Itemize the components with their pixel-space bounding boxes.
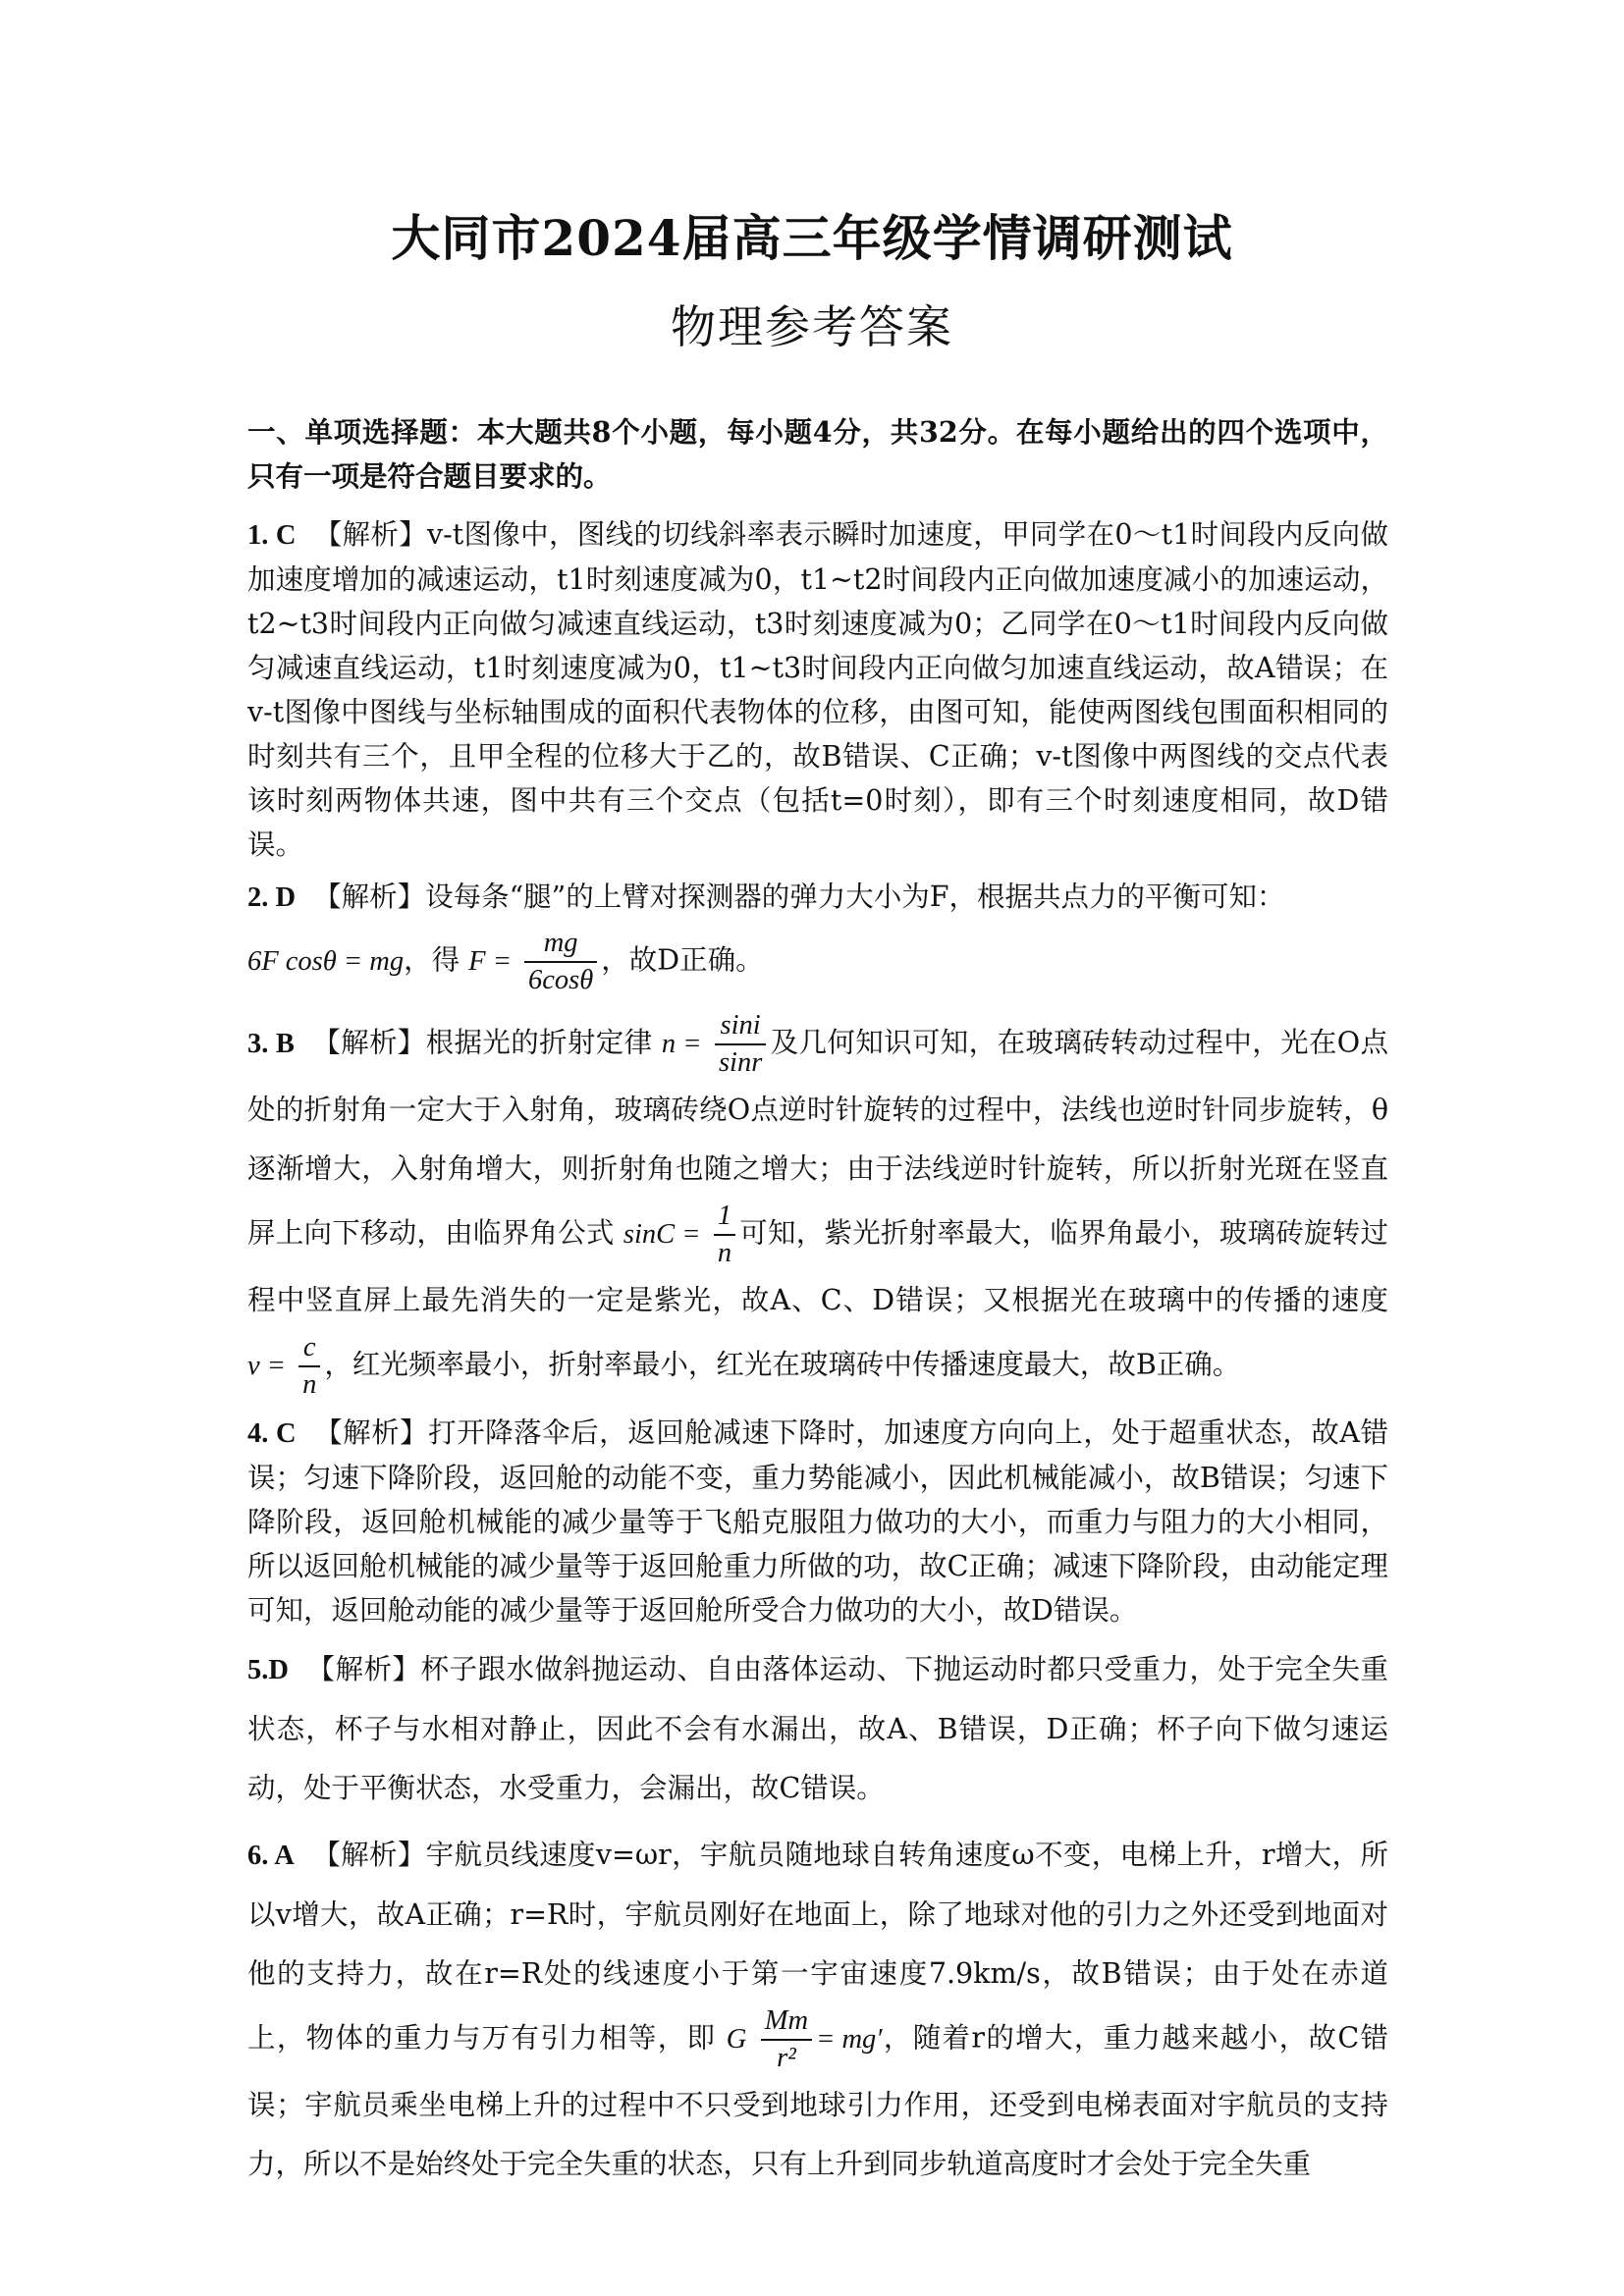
answer-label: 4. C xyxy=(247,1418,297,1449)
fraction-denominator: 6cosθ xyxy=(528,965,594,995)
equation-tail: ，故D正确。 xyxy=(601,943,764,977)
explanation-text: 【解析】根据光的折射定律 xyxy=(311,1026,653,1059)
gravity-result: = mg′ xyxy=(816,2023,883,2055)
fraction-denominator: n xyxy=(717,1238,732,1268)
question-1 xyxy=(247,512,1388,867)
explanation-text: ，随着r的增大，重力越来越小，故C错误；宇航员乘坐电梯上升的过程中不只受到地球引力作用，还受到电梯表面对宇航员的支持力，所以不是始终处于完全失重的状态，只有上升到同步轨道高度时才会处于完全失重 xyxy=(247,2021,1389,2180)
fraction-numerator: c xyxy=(298,1330,320,1367)
equation-line xyxy=(247,926,1388,998)
document-subtitle: 物理参考答案 xyxy=(671,300,953,353)
explanation-text: 【解析】打开降落伞后，返回舱减速下降时，加速度方向向上，处于超重状态，故A错误；匀速下降阶段，返回舱的动能不变，重力势能减小，因此机械能减小，故B错误；匀速下降阶段，返回舱机械能的减少量等于飞船克服阻力做功的大小，而重力与阻力的大小相同，所以返回舱机械能的减少量等于返回舱重力所做的功，故C正确；减速下降阶段，由动能定理可知，返回舱动能的减少量等于返回舱所受合力做功的大小，故D错误。 xyxy=(247,1416,1388,1627)
question-4 xyxy=(247,1411,1388,1632)
fraction-numerator: mg xyxy=(524,926,597,963)
answer-label: 3. B xyxy=(247,1028,295,1059)
explanation-text: 及几何知识可知，在玻璃砖转动过程中，光在O点处的折射角一定大于入射角，玻璃砖绕O点逆时针旋转的过程中，法线也逆时针同步旋转，θ逐渐增大，入射角增大，则折射角也随之增大；由于法线逆时针旋转，所以折射光斑在竖直屏上向下移动，由临界角公式 xyxy=(247,1026,1388,1250)
fraction-numerator: 1 xyxy=(714,1199,735,1236)
fraction-speed xyxy=(298,1330,320,1403)
explanation-text: ，红光频率最小，折射率最小，红光在玻璃砖中传播速度最大，故B正确。 xyxy=(324,1348,1241,1381)
refraction-law: n = xyxy=(661,1028,702,1059)
fraction-critical-angle xyxy=(714,1199,735,1271)
gravity-constant: G xyxy=(726,2023,747,2055)
fraction-gravity xyxy=(761,2003,812,2076)
explanation-text: 可知，紫光折射率最大，临界角最小，玻璃砖旋转过程中竖直屏上最先消失的一定是紫光，故A、C、D错误；又根据光在玻璃中的传播的速度 xyxy=(247,1216,1388,1316)
answer-label: 6. A xyxy=(247,1841,295,1871)
answer-label: 5.D xyxy=(247,1655,289,1685)
answer-label: 1. C xyxy=(247,520,297,551)
explanation-text: 【解析】杯子跟水做斜抛运动、自由落体运动、下抛运动时都只受重力，处于完全失重状态，杯子与水相对静止，因此不会有水漏出，故A、B错误，D正确；杯子向下做匀速运动，处于平衡状态，水受重力，会漏出，故C错误。 xyxy=(247,1653,1388,1804)
question-3 xyxy=(247,1008,1388,1403)
fraction-f xyxy=(524,926,597,998)
question-2 xyxy=(247,875,1388,998)
section-header: 一、单项选择题：本大题共8个小题，每小题4分，共32分。在每小题给出的四个选项中，只有一项是符合题目要求的。 xyxy=(247,415,1388,493)
explanation-text: 【解析】设每条“腿”的上臂对探测器的弹力大小为F，根据共点力的平衡可知： xyxy=(313,881,1285,913)
answer-content xyxy=(247,410,1388,2202)
equation-balance: 6F cosθ = mg xyxy=(247,945,405,977)
critical-angle-formula: sinC = xyxy=(623,1218,701,1250)
equation-f: F = xyxy=(468,945,512,977)
question-5 xyxy=(247,1640,1388,1818)
fraction-numerator: sini xyxy=(715,1008,766,1045)
fraction-refraction xyxy=(715,1008,766,1081)
fraction-denominator: sinr xyxy=(718,1047,763,1078)
explanation-text: 【解析】v-t图像中，图线的切线斜率表示瞬时加速度，甲同学在0～t1时间段内反向做加速度增加的减速运动，t1时刻速度减为0，t1~t2时间段内正向做加速度减小的加速运动，t2~t3时间段内正向做匀减速直线运动，t3时刻速度减为0；乙同学在0～t1时间段内反向做匀减速直线运动，t1时刻速度减为0，t1~t3时间段内正向做匀加速直线运动，故A错误；在v-t图像中图线与坐标轴围成的面积代表物体的位移，由图可知，能使两图线包围面积相同的时刻共有三个，且甲全程的位移大于乙的，故B错误、C正确；v-t图像中两图线的交点代表该时刻两物体共速，图中共有三个交点（包括t=0时刻），即有三个时刻速度相同，故D错误。 xyxy=(247,518,1388,861)
fraction-denominator: r² xyxy=(777,2043,796,2073)
answer-label: 2. D xyxy=(247,882,297,913)
fraction-numerator: Mm xyxy=(761,2003,812,2041)
explanation-text: 【解析】宇航员线速度v=ωr，宇航员随地球自转角速度ω不变，电梯上升，r增大，所以v增大，故A正确；r=R时，宇航员刚好在地面上，除了地球对他的引力之外还受到地面对他的支持力，故在r=R处的线速度小于第一宇宙速度7.9km/s，故B错误；由于处在赤道上，物体的重力与万有引力相等，即 xyxy=(247,1839,1388,2055)
question-6 xyxy=(247,1826,1388,2194)
speed-formula: v = xyxy=(247,1350,287,1381)
equation-connector: ，得 xyxy=(404,943,460,977)
document-title: 大同市2024届高三年级学情调研测试 xyxy=(391,209,1233,267)
fraction-denominator: n xyxy=(302,1369,317,1400)
